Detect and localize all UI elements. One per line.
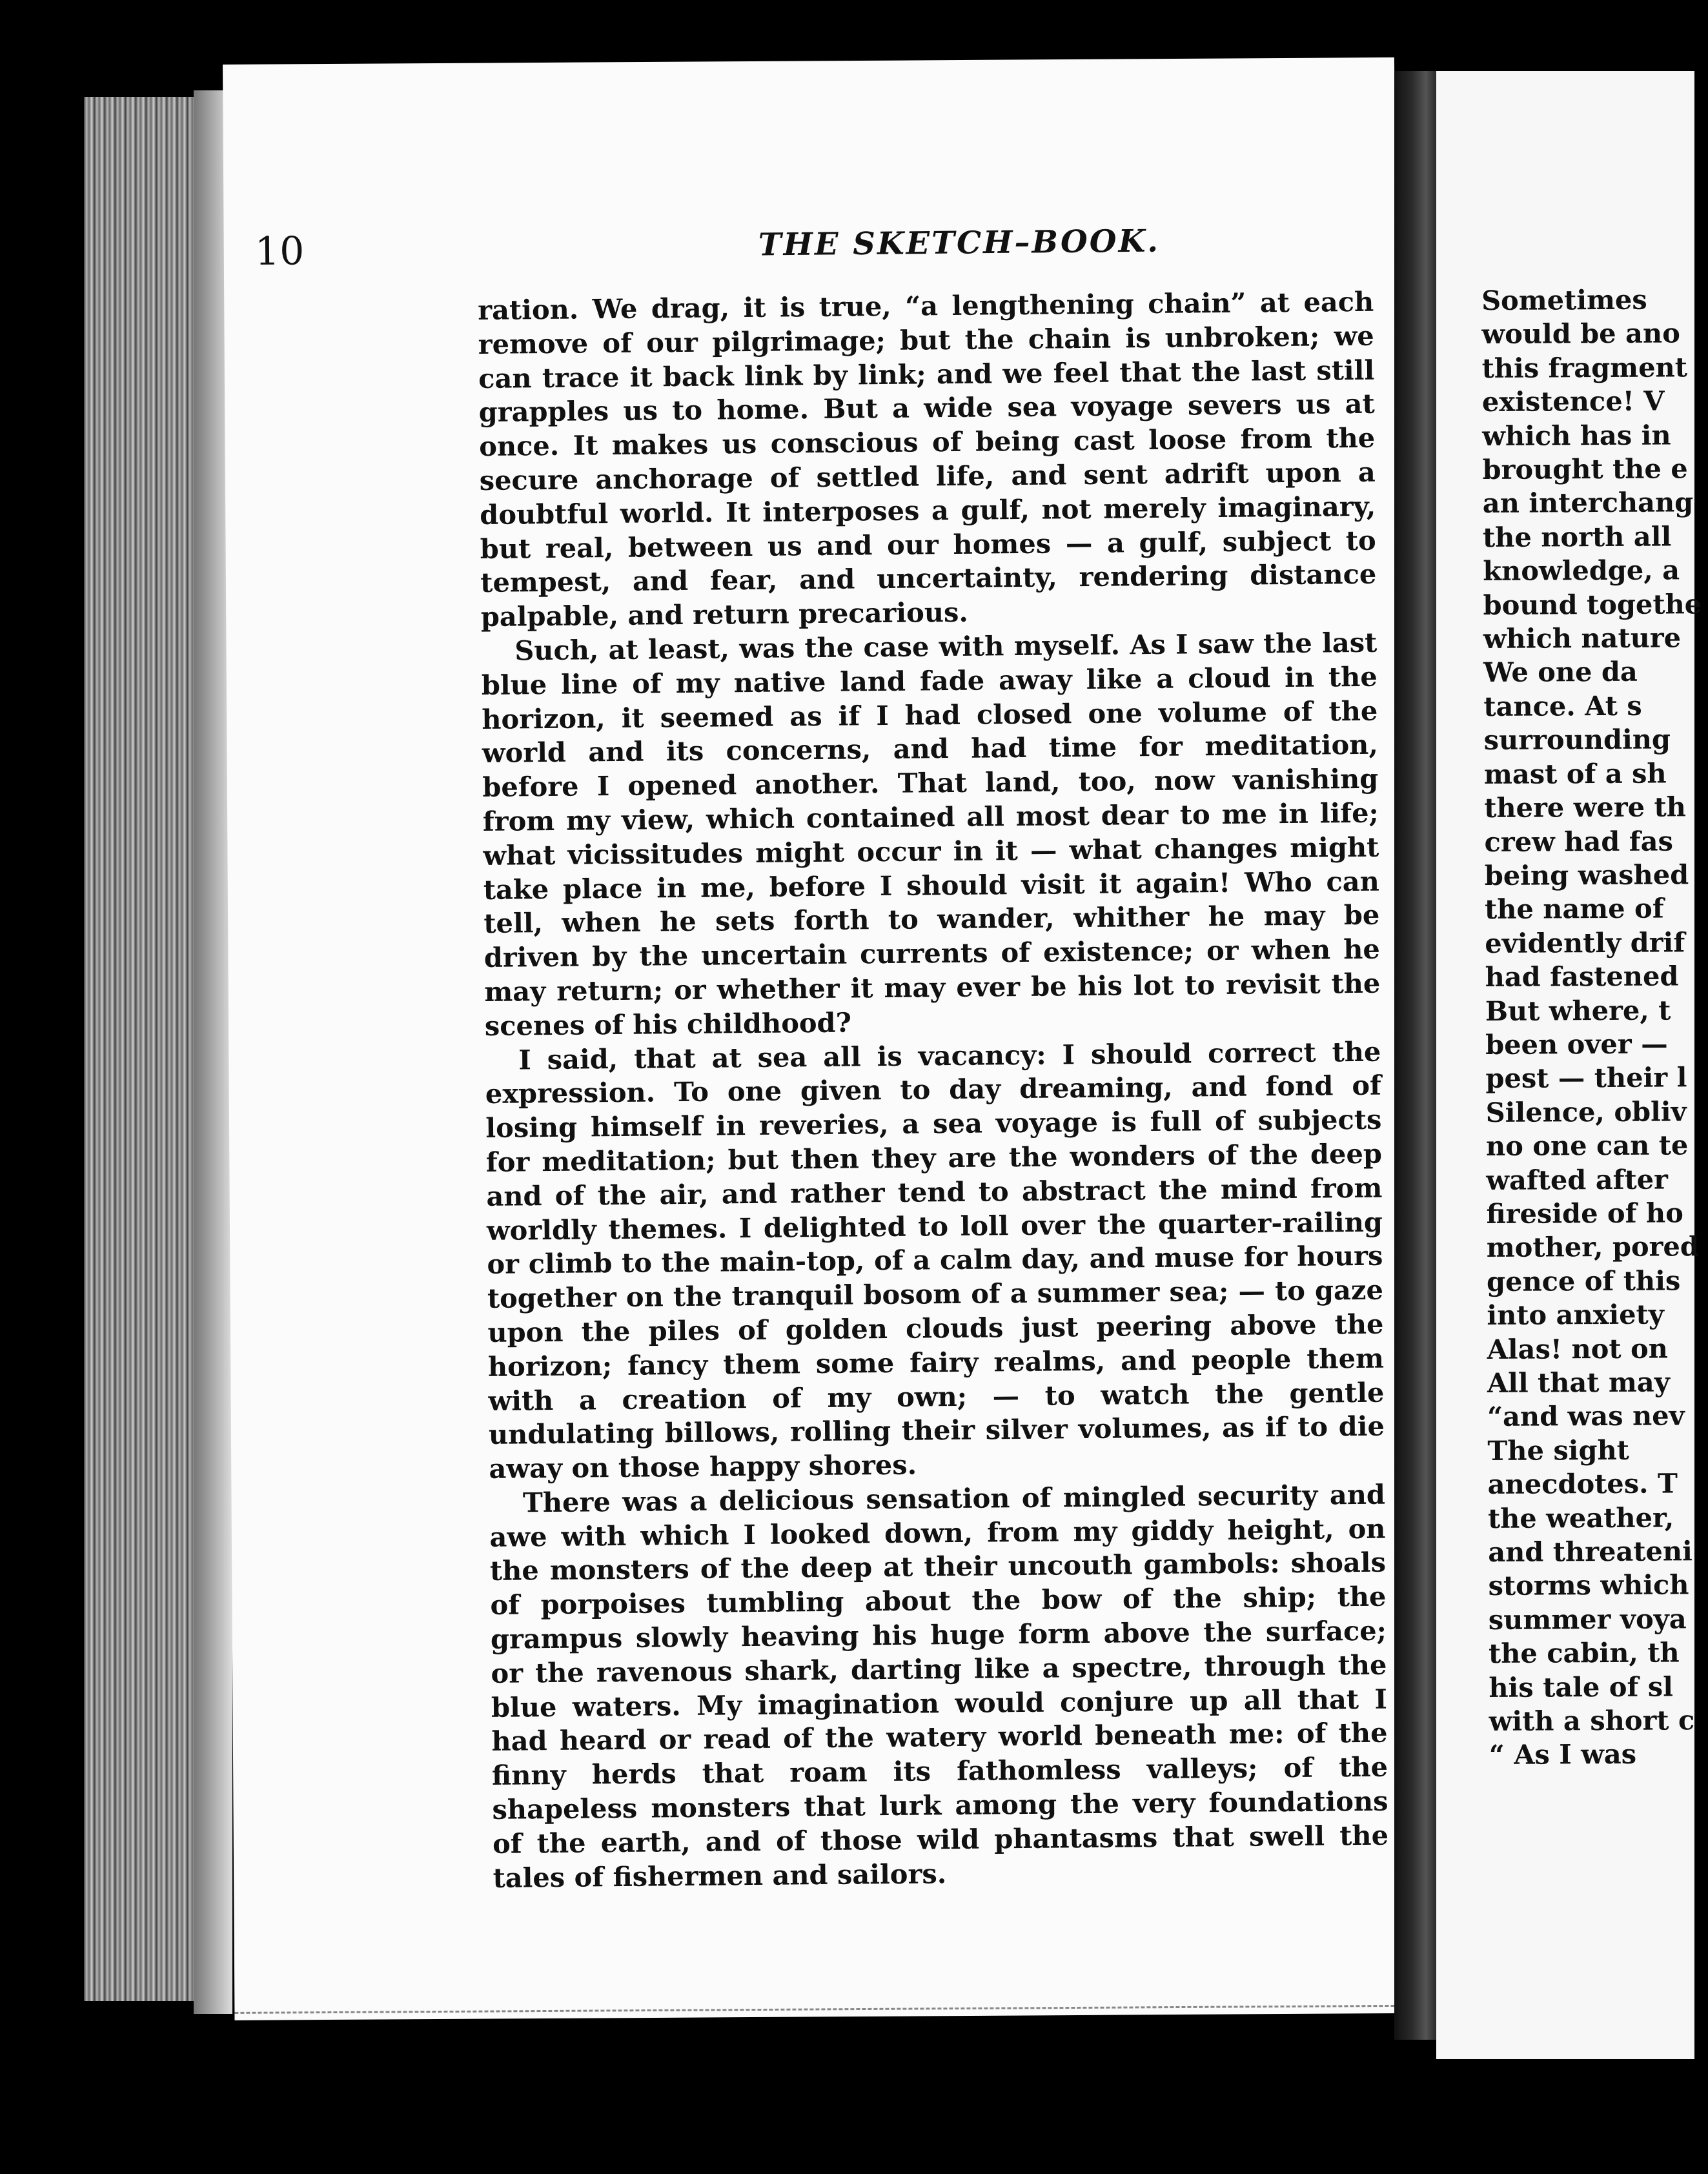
next-page-line: the weather, bbox=[1487, 1501, 1674, 1534]
book-gutter bbox=[1394, 71, 1439, 2040]
next-page-line: summer voya bbox=[1488, 1603, 1687, 1636]
next-page-line: evidently drif bbox=[1485, 926, 1685, 959]
next-page-line: into anxiety bbox=[1487, 1298, 1664, 1332]
next-page-line: brought the e bbox=[1482, 452, 1688, 486]
next-page-line: “and was nev bbox=[1487, 1399, 1685, 1433]
next-page-line: knowledge, a bbox=[1483, 554, 1680, 587]
next-page-line: pest — their l bbox=[1485, 1061, 1687, 1095]
next-page-line: the north all bbox=[1482, 520, 1672, 553]
next-page-line: which nature bbox=[1483, 622, 1682, 655]
next-page-line: mast of a sh bbox=[1483, 757, 1667, 790]
next-page-line: Alas! not on bbox=[1487, 1332, 1668, 1365]
body-text bbox=[478, 285, 1389, 1896]
next-page-text bbox=[1481, 283, 1702, 1773]
next-page-line: crew had fas bbox=[1484, 824, 1674, 858]
next-page-line: fireside of ho bbox=[1486, 1197, 1683, 1230]
paragraph: I said, that at sea all is vacancy: I should correct the expression. To one given to day dreaming, and fond of losing himself in reveries, a sea voyage is full of subjects for meditation; but then they are the wonders of the deep and of the air, and rather tend to abstract the mind from worldly themes. I delighted to loll over the quarter-railing or climb to the main-top, of a calm day, and muse for hours together on the tranquil bosom of a summer sea; — to gaze upon the piles of golden clouds just peering above the horizon; fancy them some fairy realms, and people them with a creation of my own; — to watch the gentle undulating billows, rolling their silver volumes, as if to die away on those happy shores. bbox=[485, 1035, 1385, 1485]
next-page-line: his tale of sl bbox=[1489, 1671, 1674, 1703]
next-page-line: mother, pored bbox=[1486, 1230, 1700, 1264]
next-page-line: and threateni bbox=[1488, 1535, 1693, 1569]
next-page-line: would be ano bbox=[1481, 317, 1680, 350]
next-page-line: no one can te bbox=[1485, 1129, 1689, 1163]
next-page-line: gence of this bbox=[1486, 1265, 1681, 1297]
next-page-line: All that may bbox=[1487, 1366, 1670, 1399]
next-page-line: The sight bbox=[1487, 1434, 1629, 1467]
next-page-line: surrounding bbox=[1483, 723, 1671, 757]
next-page-line: wafted after bbox=[1486, 1163, 1669, 1196]
next-page-line: the name of bbox=[1484, 892, 1664, 926]
next-page-line: storms which bbox=[1488, 1569, 1689, 1602]
next-page-line: But where, t bbox=[1485, 994, 1671, 1027]
next-page-line: We one da bbox=[1483, 656, 1638, 689]
next-page-line: with a short c bbox=[1489, 1704, 1695, 1738]
running-title: THE SKETCH–BOOK. bbox=[758, 223, 1161, 263]
paragraph: ration. We drag, it is true, “a lengthening chain” at each remove of our pilgrimage; but the chain is unbroken; we can trace it back link by link; and we feel that the last still grapples us to home. But a wide sea voyage severs us at once. It makes us conscious of being cast loose from the secure anchorage of settled life, and sent adrift upon a doubtful world. It interposes a gulf, not merely imaginary, but real, between us and our homes — a gulf, subject to tempest, and fear, and uncertainty, rendering distance palpable, and return precarious. bbox=[478, 285, 1377, 633]
paragraph: Such, at least, was the case with myself. As I saw the last blue line of my native land fade away like a cloud in the horizon, it seemed as if I had closed one volume of the world and its concerns, and had time for meditation, before I opened another. That land, too, now vanishing from my view, which contained all most dear to me in life; what vicissitudes might occur in it — what changes might take place in me, before I should visit it again! Who can tell, when he sets forth to wander, whither he may be driven by the uncertain currents of existence; or when he may return; or whether it may ever be his lot to revisit the scenes of his childhood? bbox=[481, 626, 1381, 1042]
page-bottom-edge bbox=[234, 2001, 1406, 2014]
next-page-line: bound togethe bbox=[1483, 587, 1702, 621]
next-page-line: anecdotes. T bbox=[1487, 1467, 1678, 1501]
next-page-line: an interchang bbox=[1482, 486, 1694, 520]
next-page-line: existence! V bbox=[1481, 385, 1665, 418]
next-page-line: the cabin, th bbox=[1488, 1636, 1680, 1670]
next-page-line: Sometimes bbox=[1481, 283, 1647, 316]
paragraph: There was a delicious sensation of mingled security and awe with which I looked down, from my giddy height, on the monsters of the deep at their uncouth gambols: shoals of porpoises tumbling about the bow of the ship; the grampus slowly heaving his huge form above the surface; or the ravenous shark, darting like a spectre, through the blue waters. My imagination would conjure up all that I had heard or read of the watery world beneath me: of the finny herds that roam its fathomless valleys; of the shapeless monsters that lurk among the very foundations of the earth, and of those wild phantasms that swell the tales of fishermen and sailors. bbox=[489, 1478, 1389, 1894]
next-page-line: this fragment bbox=[1481, 351, 1688, 384]
next-page-line: being washed bbox=[1484, 858, 1689, 891]
next-page-line: “ As I was bbox=[1489, 1738, 1637, 1771]
next-page-line: had fastened bbox=[1485, 960, 1679, 993]
next-page-line: which has in bbox=[1482, 419, 1671, 452]
next-page-line: tance. At s bbox=[1483, 689, 1642, 722]
running-header bbox=[255, 218, 1379, 281]
next-page-line: there were th bbox=[1484, 791, 1687, 824]
next-page-line: been over — bbox=[1485, 1028, 1668, 1061]
page-number: 10 bbox=[254, 229, 305, 274]
next-page-line: Silence, obliv bbox=[1485, 1095, 1687, 1128]
